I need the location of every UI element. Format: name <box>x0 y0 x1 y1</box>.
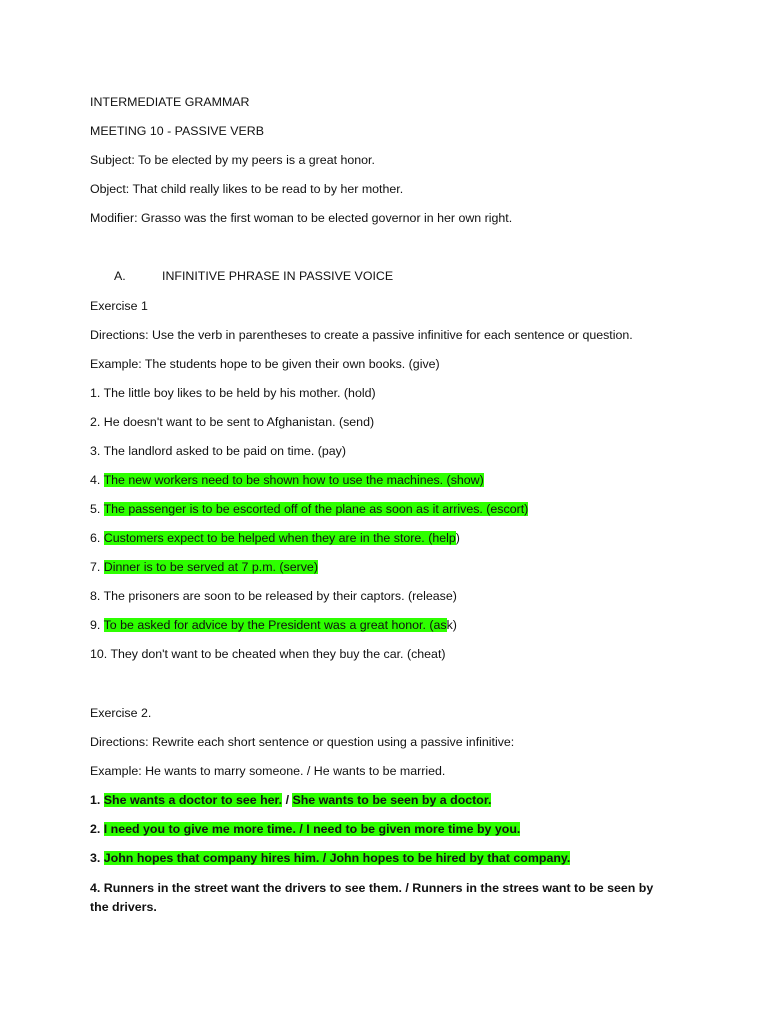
exercise2-title: Exercise 2. <box>90 706 152 720</box>
item-text: The little boy likes to be held by his mother. (hold) <box>103 386 376 400</box>
exercise1-item <box>90 443 346 459</box>
exercise2-item <box>90 850 570 866</box>
modifier-example: Modifier: Grasso was the first woman to be elected governor in her own right. <box>90 211 513 225</box>
item-text: The landlord asked to be paid on time. (pay) <box>103 444 347 458</box>
item-number: 9. <box>90 618 104 632</box>
doc-title: INTERMEDIATE GRAMMAR <box>90 95 250 109</box>
exercise1-item <box>90 559 318 575</box>
object-example: Object: That child really likes to be read to by her mother. <box>90 182 404 196</box>
highlighted-answer: Customers expect to be helped when they are in the store. (help <box>103 531 456 545</box>
exercise1-item <box>90 385 376 401</box>
exercise2-item <box>90 879 675 917</box>
item-tail: ) <box>455 531 460 545</box>
item-number: 4. <box>90 881 104 895</box>
item-number: 8. <box>90 589 104 603</box>
exercise1-title: Exercise 1 <box>90 299 148 313</box>
item-number: 1. <box>90 386 104 400</box>
item-number: 2. <box>90 415 104 429</box>
highlighted-answer: The new workers need to be shown how to use the machines. (show) <box>103 473 484 487</box>
exercise1-item <box>90 530 460 546</box>
highlighted-answer: To be asked for advice by the President was a great honor. (as <box>103 618 447 632</box>
exercise2-example: Example: He wants to marry someone. / He wants to be married. <box>90 764 446 778</box>
item-number: 5. <box>90 502 104 516</box>
item-number: 10. <box>90 647 111 661</box>
exercise1-item <box>90 501 528 517</box>
item-text: They don't want to be cheated when they buy the car. (cheat) <box>110 647 446 661</box>
exercise1-item <box>90 646 446 662</box>
item-text: He doesn't want to be sent to Afghanistan. (send) <box>103 415 375 429</box>
item-number: 7. <box>90 560 104 574</box>
exercise1-item <box>90 617 457 633</box>
exercise2-item <box>90 821 520 837</box>
exercise1-example: Example: The students hope to be given their own books. (give) <box>90 357 440 371</box>
section-letter: A. <box>114 269 126 283</box>
exercise1-item <box>90 414 374 430</box>
highlighted-answer: The passenger is to be escorted off of the plane as soon as it arrives. (escort) <box>103 502 529 516</box>
section-title: INFINITIVE PHRASE IN PASSIVE VOICE <box>162 269 394 283</box>
exercise1-item <box>90 472 484 488</box>
subject-example: Subject: To be elected by my peers is a great honor. <box>90 153 375 167</box>
exercise2-item <box>90 792 491 808</box>
highlighted-answer: She wants to be seen by a doctor. <box>292 793 492 807</box>
item-number: 2. <box>90 822 104 836</box>
item-number: 1. <box>90 793 104 807</box>
highlighted-answer: John hopes that company hires him. / John hopes to be hired by that company. <box>103 851 571 865</box>
highlighted-answer: Dinner is to be served at 7 p.m. (serve) <box>103 560 318 574</box>
item-number: 3. <box>90 444 104 458</box>
item-number: 6. <box>90 531 104 545</box>
meeting-heading: MEETING 10 - PASSIVE VERB <box>90 124 264 138</box>
highlighted-answer: She wants a doctor to see her. <box>103 793 283 807</box>
item-separator: / <box>282 793 293 807</box>
exercise2-directions: Directions: Rewrite each short sentence or question using a passive infinitive: <box>90 735 515 749</box>
item-text: Runners in the street want the drivers to see them. / Runners in the strees want to be seen by the drivers. <box>90 881 654 914</box>
highlighted-answer: I need you to give me more time. / I need to be given more time by you. <box>103 822 521 836</box>
item-number: 4. <box>90 473 104 487</box>
item-tail: k) <box>446 618 457 632</box>
item-number: 3. <box>90 851 104 865</box>
exercise1-item <box>90 588 457 604</box>
item-text: The prisoners are soon to be released by their captors. (release) <box>103 589 457 603</box>
exercise1-directions: Directions: Use the verb in parentheses to create a passive infinitive for each sentence or question. <box>90 328 633 342</box>
